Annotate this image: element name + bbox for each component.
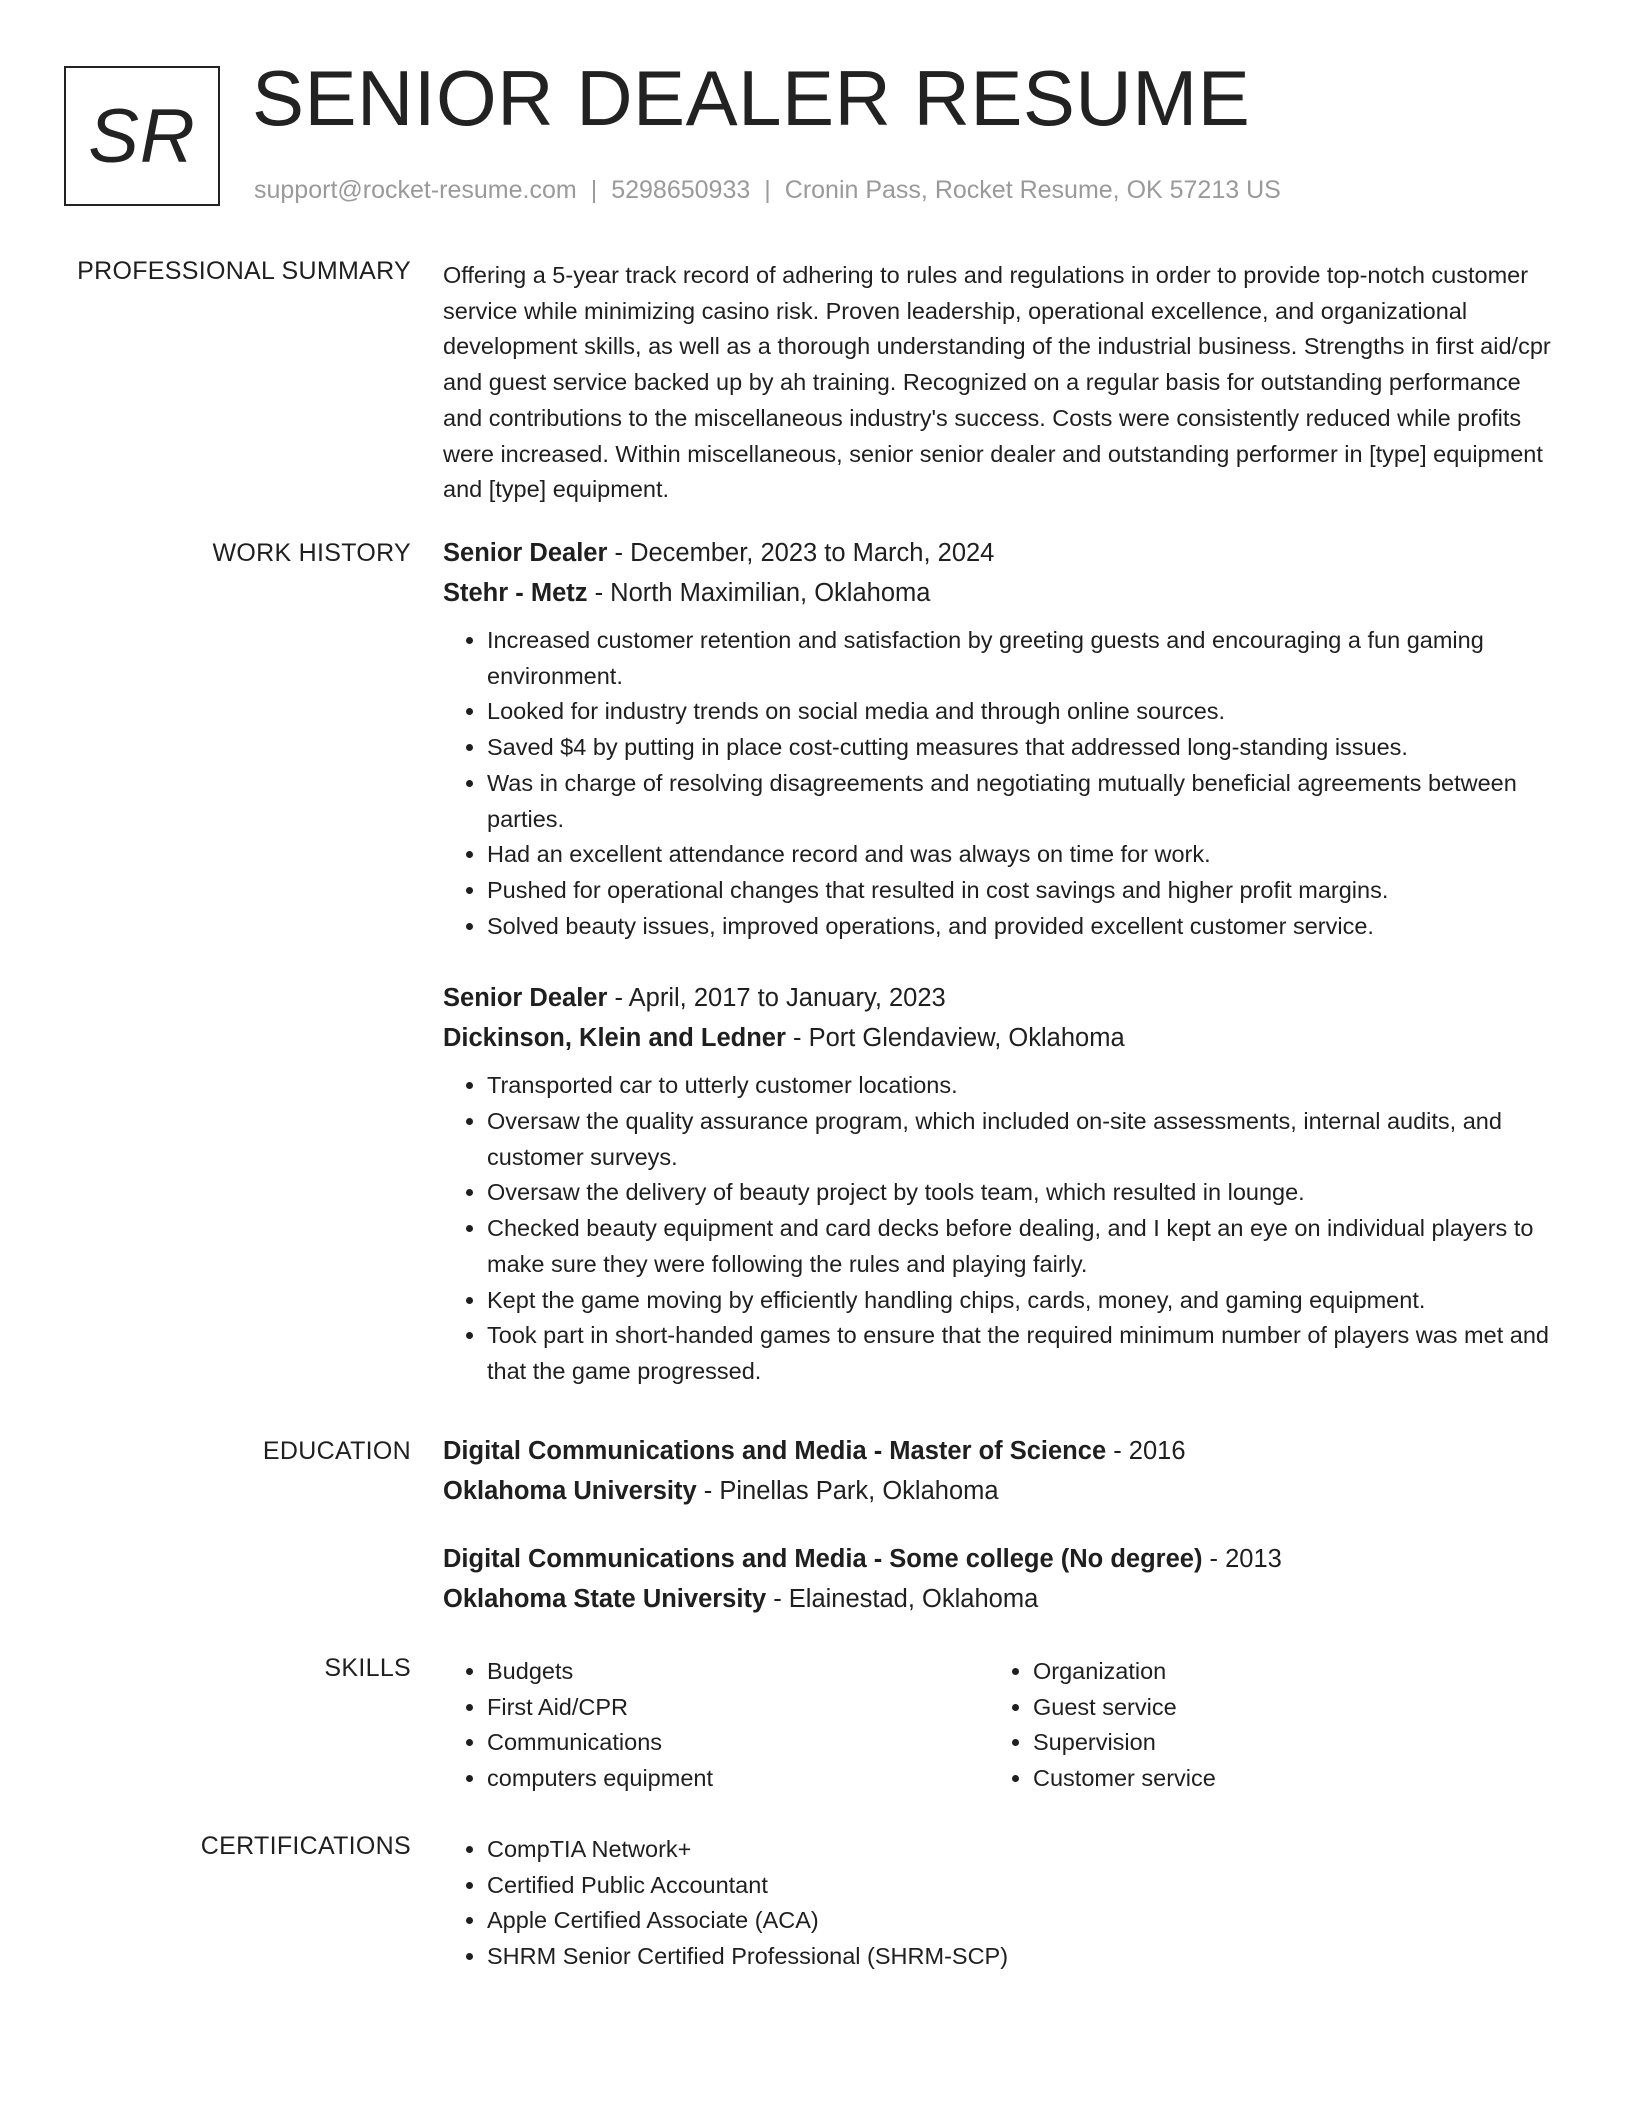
job-company-line	[443, 573, 1553, 613]
section-heading-education: EDUCATION	[262, 1437, 411, 1465]
job-company: Stehr - Metz	[443, 579, 588, 607]
summary-body	[443, 258, 1553, 508]
education-entry	[443, 1431, 1553, 1511]
job-location: - Port Glendaview, Oklahoma	[785, 1024, 1125, 1053]
job-title: Senior Dealer	[443, 984, 608, 1013]
education-location: - Pinellas Park, Oklahoma	[696, 1477, 999, 1505]
monogram-initials: SR	[88, 93, 196, 179]
job-bullets	[443, 623, 1553, 944]
skill-item: • Supervision	[1033, 1725, 1533, 1761]
skills-column-right	[989, 1654, 1533, 1797]
job-bullet: • Oversaw the delivery of beauty project by tools team, which resulted in lounge.	[487, 1175, 1553, 1211]
contact-phone[interactable]: 5298650933	[611, 176, 751, 204]
certification-item: • SHRM Senior Certified Professional (SHRM-SCP)	[487, 1939, 1553, 1975]
certification-list	[443, 1832, 1553, 1975]
job-company: Dickinson, Klein and Ledner	[443, 1024, 786, 1053]
skill-item: • Guest service	[1033, 1690, 1533, 1726]
skills-grid	[443, 1654, 1553, 1797]
section-heading-skills: SKILLS	[324, 1654, 411, 1682]
education-year: - 2016	[1106, 1437, 1186, 1465]
education-year: - 2013	[1202, 1545, 1282, 1573]
job-entry	[443, 978, 1553, 1389]
job-bullet: • Was in charge of resolving disagreements and negotiating mutually beneficial agreements between parties.	[487, 766, 1553, 837]
education-body	[443, 1431, 1553, 1619]
job-bullet: • Pushed for operational changes that resulted in cost savings and higher profit margins.	[487, 873, 1553, 909]
job-bullet: • Checked beauty equipment and card decks before dealing, and I kept an eye on individual players to make sure they were following the rules and playing fairly.	[487, 1211, 1553, 1282]
job-bullet: • Transported car to utterly customer locations.	[487, 1068, 1553, 1104]
certification-item: • Apple Certified Associate (ACA)	[487, 1903, 1553, 1939]
job-entry	[443, 533, 1553, 944]
contact-email[interactable]: support@rocket-resume.com	[254, 176, 577, 204]
skills-body	[443, 1654, 1553, 1797]
education-degree: Digital Communications and Media - Some college (No degree)	[443, 1545, 1203, 1573]
section-heading-summary: PROFESSIONAL SUMMARY	[77, 257, 411, 285]
job-title-line	[443, 533, 1553, 573]
section-heading-work-history: WORK HISTORY	[212, 539, 411, 567]
summary-text: Offering a 5-year track record of adhering to rules and regulations in order to provide top-notch customer service while minimizing casino risk. Proven leadership, operational excellence, and organizational development skills, as well as a thorough understanding of the industrial business. Strengths in first aid/cpr and guest service backed up by ah training. Recognized on a regular basis for outstanding performance and contributions to the miscellaneous industry's success. Costs were consistently reduced while profits were increased. Within miscellaneous, senior senior dealer and outstanding performer in [type] equipment and [type] equipment.	[443, 262, 1551, 503]
education-school: Oklahoma University	[443, 1477, 697, 1505]
job-bullets	[443, 1068, 1553, 1389]
section-heading-certifications: CERTIFICATIONS	[200, 1832, 411, 1860]
job-dates: - December, 2023 to March, 2024	[607, 539, 995, 567]
job-bullet: • Took part in short-handed games to ensure that the required minimum number of players was met and that the game progressed.	[487, 1318, 1553, 1389]
contact-address: Cronin Pass, Rocket Resume, OK 57213 US	[784, 176, 1281, 204]
page-title: SENIOR DEALER RESUME	[252, 54, 1251, 142]
skill-item: • Organization	[1033, 1654, 1533, 1690]
work-history-body	[443, 533, 1553, 1390]
job-bullet: • Increased customer retention and satisfaction by greeting guests and encouraging a fun gaming environment.	[487, 623, 1553, 694]
contact-separator: |	[590, 176, 598, 204]
job-company-line	[443, 1018, 1553, 1058]
certification-item: • CompTIA Network+	[487, 1832, 1553, 1868]
job-bullet: • Oversaw the quality assurance program, which included on-site assessments, internal audits, and customer surveys.	[487, 1104, 1553, 1175]
certifications-body	[443, 1832, 1553, 1975]
education-degree: Digital Communications and Media - Master of Science	[443, 1437, 1107, 1465]
job-bullet: • Had an excellent attendance record and was always on time for work.	[487, 837, 1553, 873]
education-location: - Elainestad, Oklahoma	[766, 1585, 1039, 1613]
education-degree-line	[443, 1539, 1553, 1579]
education-school-line	[443, 1471, 1553, 1511]
job-bullet: • Saved $4 by putting in place cost-cutting measures that addressed long-standing issues.	[487, 730, 1553, 766]
job-dates: - April, 2017 to January, 2023	[607, 984, 946, 1013]
contact-line	[254, 176, 1281, 205]
education-entry	[443, 1539, 1553, 1619]
job-title: Senior Dealer	[443, 539, 608, 567]
skill-item: • Customer service	[1033, 1761, 1533, 1797]
skill-item: • First Aid/CPR	[487, 1690, 987, 1726]
job-bullet: • Kept the game moving by efficiently handling chips, cards, money, and gaming equipment.	[487, 1283, 1553, 1319]
contact-separator: |	[764, 176, 771, 204]
education-degree-line	[443, 1431, 1553, 1471]
skill-item: • Communications	[487, 1725, 987, 1761]
job-location: - North Maximilian, Oklahoma	[587, 579, 931, 607]
job-title-line	[443, 978, 1553, 1018]
education-school: Oklahoma State University	[443, 1585, 767, 1613]
skill-item: • computers equipment	[487, 1761, 987, 1797]
certification-item: • Certified Public Accountant	[487, 1868, 1553, 1904]
job-bullet: • Solved beauty issues, improved operations, and provided excellent customer service.	[487, 909, 1553, 945]
monogram-logo	[64, 66, 220, 206]
skills-column-left	[443, 1654, 987, 1797]
job-bullet: • Looked for industry trends on social media and through online sources.	[487, 694, 1553, 730]
education-school-line	[443, 1579, 1553, 1619]
skill-item: • Budgets	[487, 1654, 987, 1690]
